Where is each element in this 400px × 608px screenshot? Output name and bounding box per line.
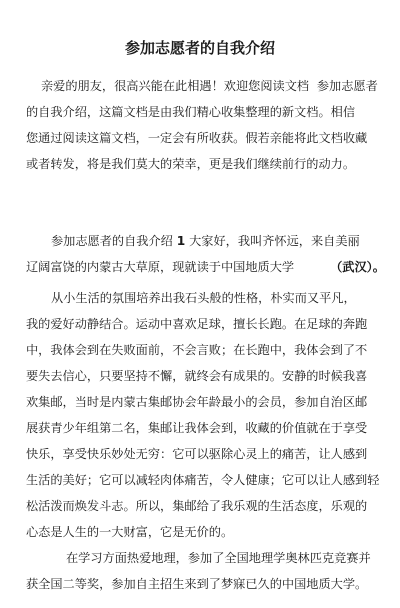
document-title: 参加志愿者的自我介绍 xyxy=(124,39,275,57)
preface-line-1: 亲爱的朋友，很高兴能在此相遇！欢迎您阅读文档 参加志愿者 xyxy=(41,79,378,93)
preface-line-4: 或者转发，将是我们莫大的荣幸，更是我们继续前行的动力。 xyxy=(26,157,356,171)
body-line-5: 欢集邮，当时是内蒙古集邮协会年龄最小的会员，参加自治区邮 xyxy=(26,395,368,409)
body-line-6: 展获青少年组第二名，集邮让我体会到，收藏的价值就在于享受 xyxy=(26,421,368,435)
intro-number: 1 xyxy=(176,234,186,248)
body-line-7: 快乐，享受快乐妙处无穷：它可以驱除心灵上的痛苦，让人感到 xyxy=(26,447,368,461)
intro-line-1 xyxy=(51,233,360,249)
preface-line-2: 的自我介绍，这篇文档是由我们精心收集整理的新文档。相信 xyxy=(26,105,356,119)
intro-text-start: 参加志愿者的自我介绍 xyxy=(51,234,173,248)
preface-line-3: 您通过阅读这篇文档，一定会有所收获。假若亲能将此文档收藏 xyxy=(26,131,368,145)
intro-line-2-text: 辽阔富饶的内蒙古大草原，现就读于中国地质大学 xyxy=(26,260,295,274)
body-line-3: 中，我体会到在失败面前，不会言败；在长跑中，我体会到了不 xyxy=(26,343,368,357)
intro-text-end: 大家好，我叫齐怀远，来自美丽 xyxy=(189,234,360,248)
body-line-9: 松活泼而焕发斗志。所以，集邮给了我乐观的生活态度，乐观的 xyxy=(26,499,368,513)
intro-line-2 xyxy=(26,259,385,275)
body-line-10: 心态是人生的一大财富，它是无价的。 xyxy=(26,525,234,539)
body-line-4: 要失去信心，只要坚持不懈，就终会有成果的。安静的时候我喜 xyxy=(26,369,368,383)
body-line-1: 从小生活的氛围培养出我石头般的性格，朴实而又平凡， xyxy=(51,291,356,305)
intro-line-2-suffix: （武汉）。 xyxy=(330,260,385,274)
body-line-2: 我的爱好动静结合。运动中喜欢足球，擅长长跑。在足球的奔跑 xyxy=(26,317,368,331)
study-line-2: 获全国二等奖，参加自主招生来到了梦寐已久的中国地质大学。 xyxy=(26,577,368,591)
body-line-8: 生活的美好；它可以减轻肉体痛苦，令人健康；它可以让人感到轻 xyxy=(26,473,380,487)
study-line-1: 在学习方面热爱地理，参加了全国地理学奥林匹克竞赛并 xyxy=(66,551,371,565)
